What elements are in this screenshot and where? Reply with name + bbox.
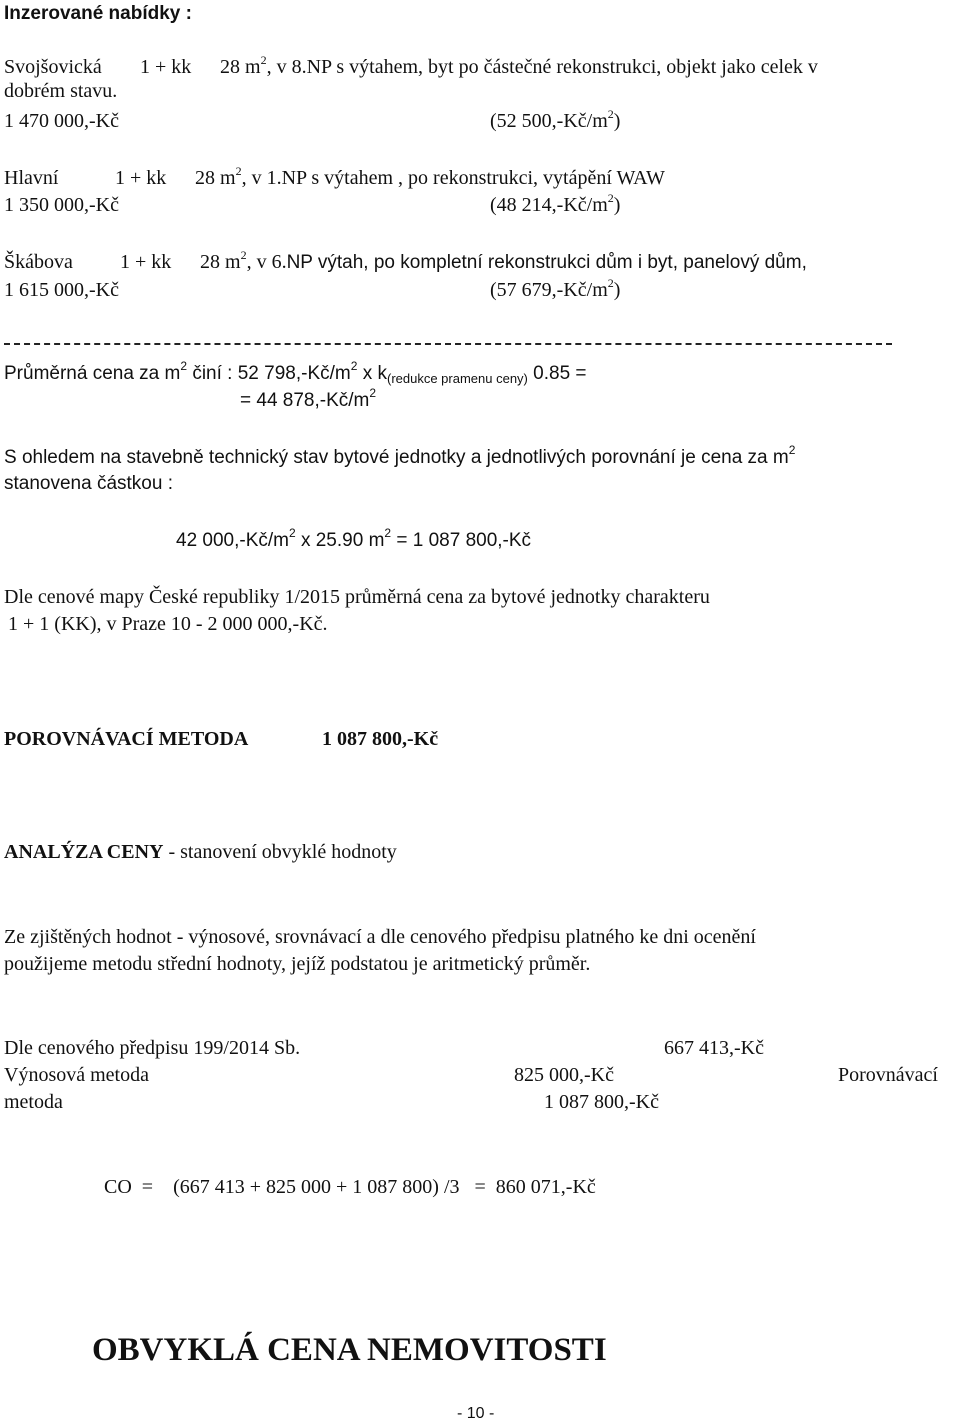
comparative-method-value: 1 087 800,-Kč <box>322 728 439 750</box>
page-number: - 10 - <box>457 1405 495 1422</box>
value-label-price-regulation: Dle cenového předpisu 199/2014 Sb. <box>4 1037 301 1059</box>
value-label-comparative-end: metoda <box>4 1091 63 1113</box>
price-map-line-2: 1 + 1 (KK), v Praze 10 - 2 000 000,-Kč. <box>8 613 328 635</box>
method-text-line-2: použijeme metodu střední hodnoty, jejíž podstatou je aritmetický průměr. <box>4 953 591 975</box>
assessment-line-2: stanovena částkou : <box>4 473 173 494</box>
listing-1-area: 28 $m^2$, v 8.NP s výtahem, byt po částečné rekonstrukci, objekt jako celek v <box>220 53 818 78</box>
value-price-regulation: 667 413,-Kč <box>664 1037 764 1059</box>
average-price-result: = 44 $878,-Kč/m^2$ <box>240 386 377 411</box>
listing-1-layout: 1 + kk <box>140 56 192 78</box>
average-price-line: Průměrná cena za $m^2$ činí : 52 $798,-Kč/m^2$ x $k_{(redukce pramenu ceny)}$ 0.85 = <box>4 359 587 386</box>
section-title: Inzerované nabídky : <box>4 3 192 24</box>
listing-2-street: Hlavní <box>4 167 59 189</box>
value-comparative-method: 1 087 800,-Kč <box>544 1091 659 1113</box>
assessment-line-1: S ohledem na stavebně technický stav bytové jednotky a jednotlivých porovnání je cena za $m^2$ <box>4 443 796 468</box>
comparative-method-label: POROVNÁVACÍ METODA <box>4 728 249 750</box>
listing-2-price: 1 350 000,-Kč <box>4 194 119 216</box>
listing-1-unit-price: (52 $500,-Kč/m^2$) <box>490 107 621 132</box>
listing-1-price: 1 470 000,-Kč <box>4 110 119 132</box>
price-map-line-1: Dle cenové mapy České republiky 1/2015 průměrná cena za bytové jednotky charakteru <box>4 586 710 608</box>
listing-3-area: 28 $m^2$, v 6.NP výtah, po kompletní rekonstrukci dům i byt, panelový dům, <box>200 248 807 273</box>
value-income-method: 825 000,-Kč <box>514 1064 614 1086</box>
value-label-comparative-start: Porovnávací <box>838 1064 938 1086</box>
value-label-income-method: Výnosová metoda <box>4 1064 149 1086</box>
listing-3-layout: 1 + kk <box>120 251 172 273</box>
listing-2-area: 28 $m^2$, v 1.NP s výtahem , po rekonstrukci, vytápění WAW <box>195 164 665 189</box>
listing-1-desc-cont: dobrém stavu. <box>4 80 118 102</box>
analysis-heading: ANALÝZA CENY - stanovení obvyklé hodnoty <box>4 841 397 863</box>
co-formula: CO = (667 413 + 825 000 + 1 087 800) /3 = 860 071,-Kč <box>104 1176 596 1198</box>
final-title: OBVYKLÁ CENA NEMOVITOSTI <box>92 1332 607 1368</box>
assessment-calculation: 42 $000,-Kč/m^2$ x 25.90 $m^2 = 1$ 087 800,-Kč <box>176 526 532 551</box>
listing-3-street: Škábova <box>4 251 73 273</box>
listing-2-layout: 1 + kk <box>115 167 167 189</box>
listing-3-unit-price: (57 $679,-Kč/m^2$) <box>490 276 621 301</box>
method-text-line-1: Ze zjištěných hodnot - výnosové, srovnávací a dle cenového předpisu platného ke dni ocenění <box>4 926 756 948</box>
listing-1-street: Svojšovická <box>4 56 102 78</box>
dashed-divider <box>4 343 892 345</box>
listing-2-unit-price: (48 $214,-Kč/m^2$) <box>490 191 621 216</box>
listing-3-price: 1 615 000,-Kč <box>4 279 119 301</box>
